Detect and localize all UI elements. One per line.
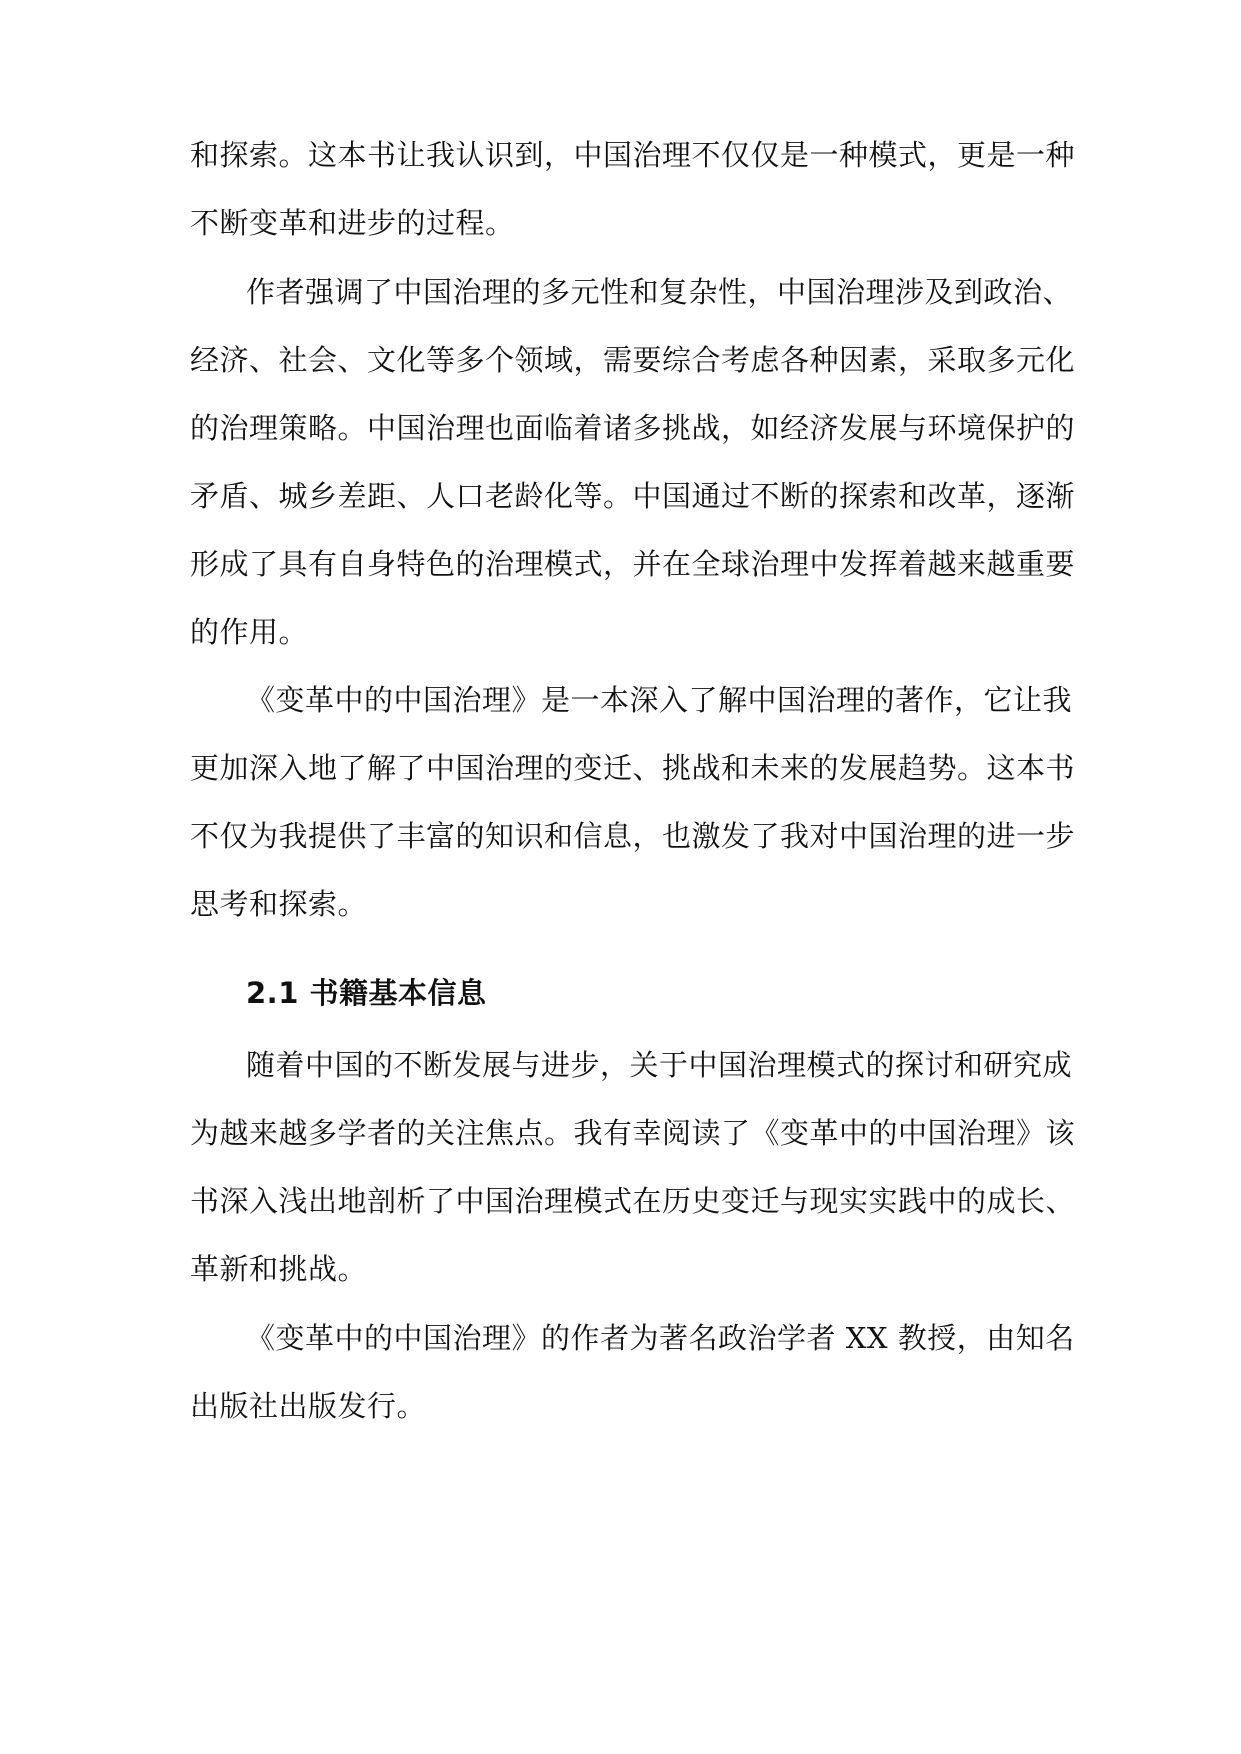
paragraph-line: 经济、社会、文化等多个领域，需要综合考虑各种因素，采取多元化 bbox=[190, 343, 1076, 377]
paragraph-line: 思考和探索。 bbox=[190, 887, 368, 921]
section-heading: 2.1 书籍基本信息 bbox=[246, 976, 487, 1010]
paragraph-line: 作者强调了中国治理的多元性和复杂性，中国治理涉及到政治、 bbox=[246, 275, 1073, 309]
paragraph-line: 形成了具有自身特色的治理模式，并在全球治理中发挥着越来越重要 bbox=[190, 547, 1076, 581]
paragraph-line: 革新和挑战。 bbox=[190, 1252, 368, 1286]
paragraph-line: 和探索。这本书让我认识到，中国治理不仅仅是一种模式，更是一种 bbox=[190, 138, 1076, 172]
paragraph-line: 不仅为我提供了丰富的知识和信息，也激发了我对中国治理的进一步 bbox=[190, 819, 1076, 853]
paragraph-line: 的作用。 bbox=[190, 615, 309, 649]
paragraph-line: 书深入浅出地剖析了中国治理模式在历史变迁与现实实践中的成长、 bbox=[190, 1184, 1076, 1218]
paragraph-line: 为越来越多学者的关注焦点。我有幸阅读了《变革中的中国治理》该 bbox=[190, 1116, 1076, 1150]
paragraph-line: 矛盾、城乡差距、人口老龄化等。中国通过不断的探索和改革，逐渐 bbox=[190, 479, 1076, 513]
paragraph-line: 的治理策略。中国治理也面临着诸多挑战，如经济发展与环境保护的 bbox=[190, 411, 1076, 445]
paragraph-line: 《变革中的中国治理》的作者为著名政治学者 XX 教授，由知名 bbox=[246, 1321, 1075, 1355]
paragraph-line: 出版社出版发行。 bbox=[190, 1389, 427, 1423]
paragraph-line: 更加深入地了解了中国治理的变迁、挑战和未来的发展趋势。这本书 bbox=[190, 751, 1076, 785]
paragraph-line: 随着中国的不断发展与进步，关于中国治理模式的探讨和研究成 bbox=[246, 1048, 1073, 1082]
paragraph-line: 不断变革和进步的过程。 bbox=[190, 206, 515, 240]
paragraph-line: 《变革中的中国治理》是一本深入了解中国治理的著作，它让我 bbox=[246, 683, 1073, 717]
